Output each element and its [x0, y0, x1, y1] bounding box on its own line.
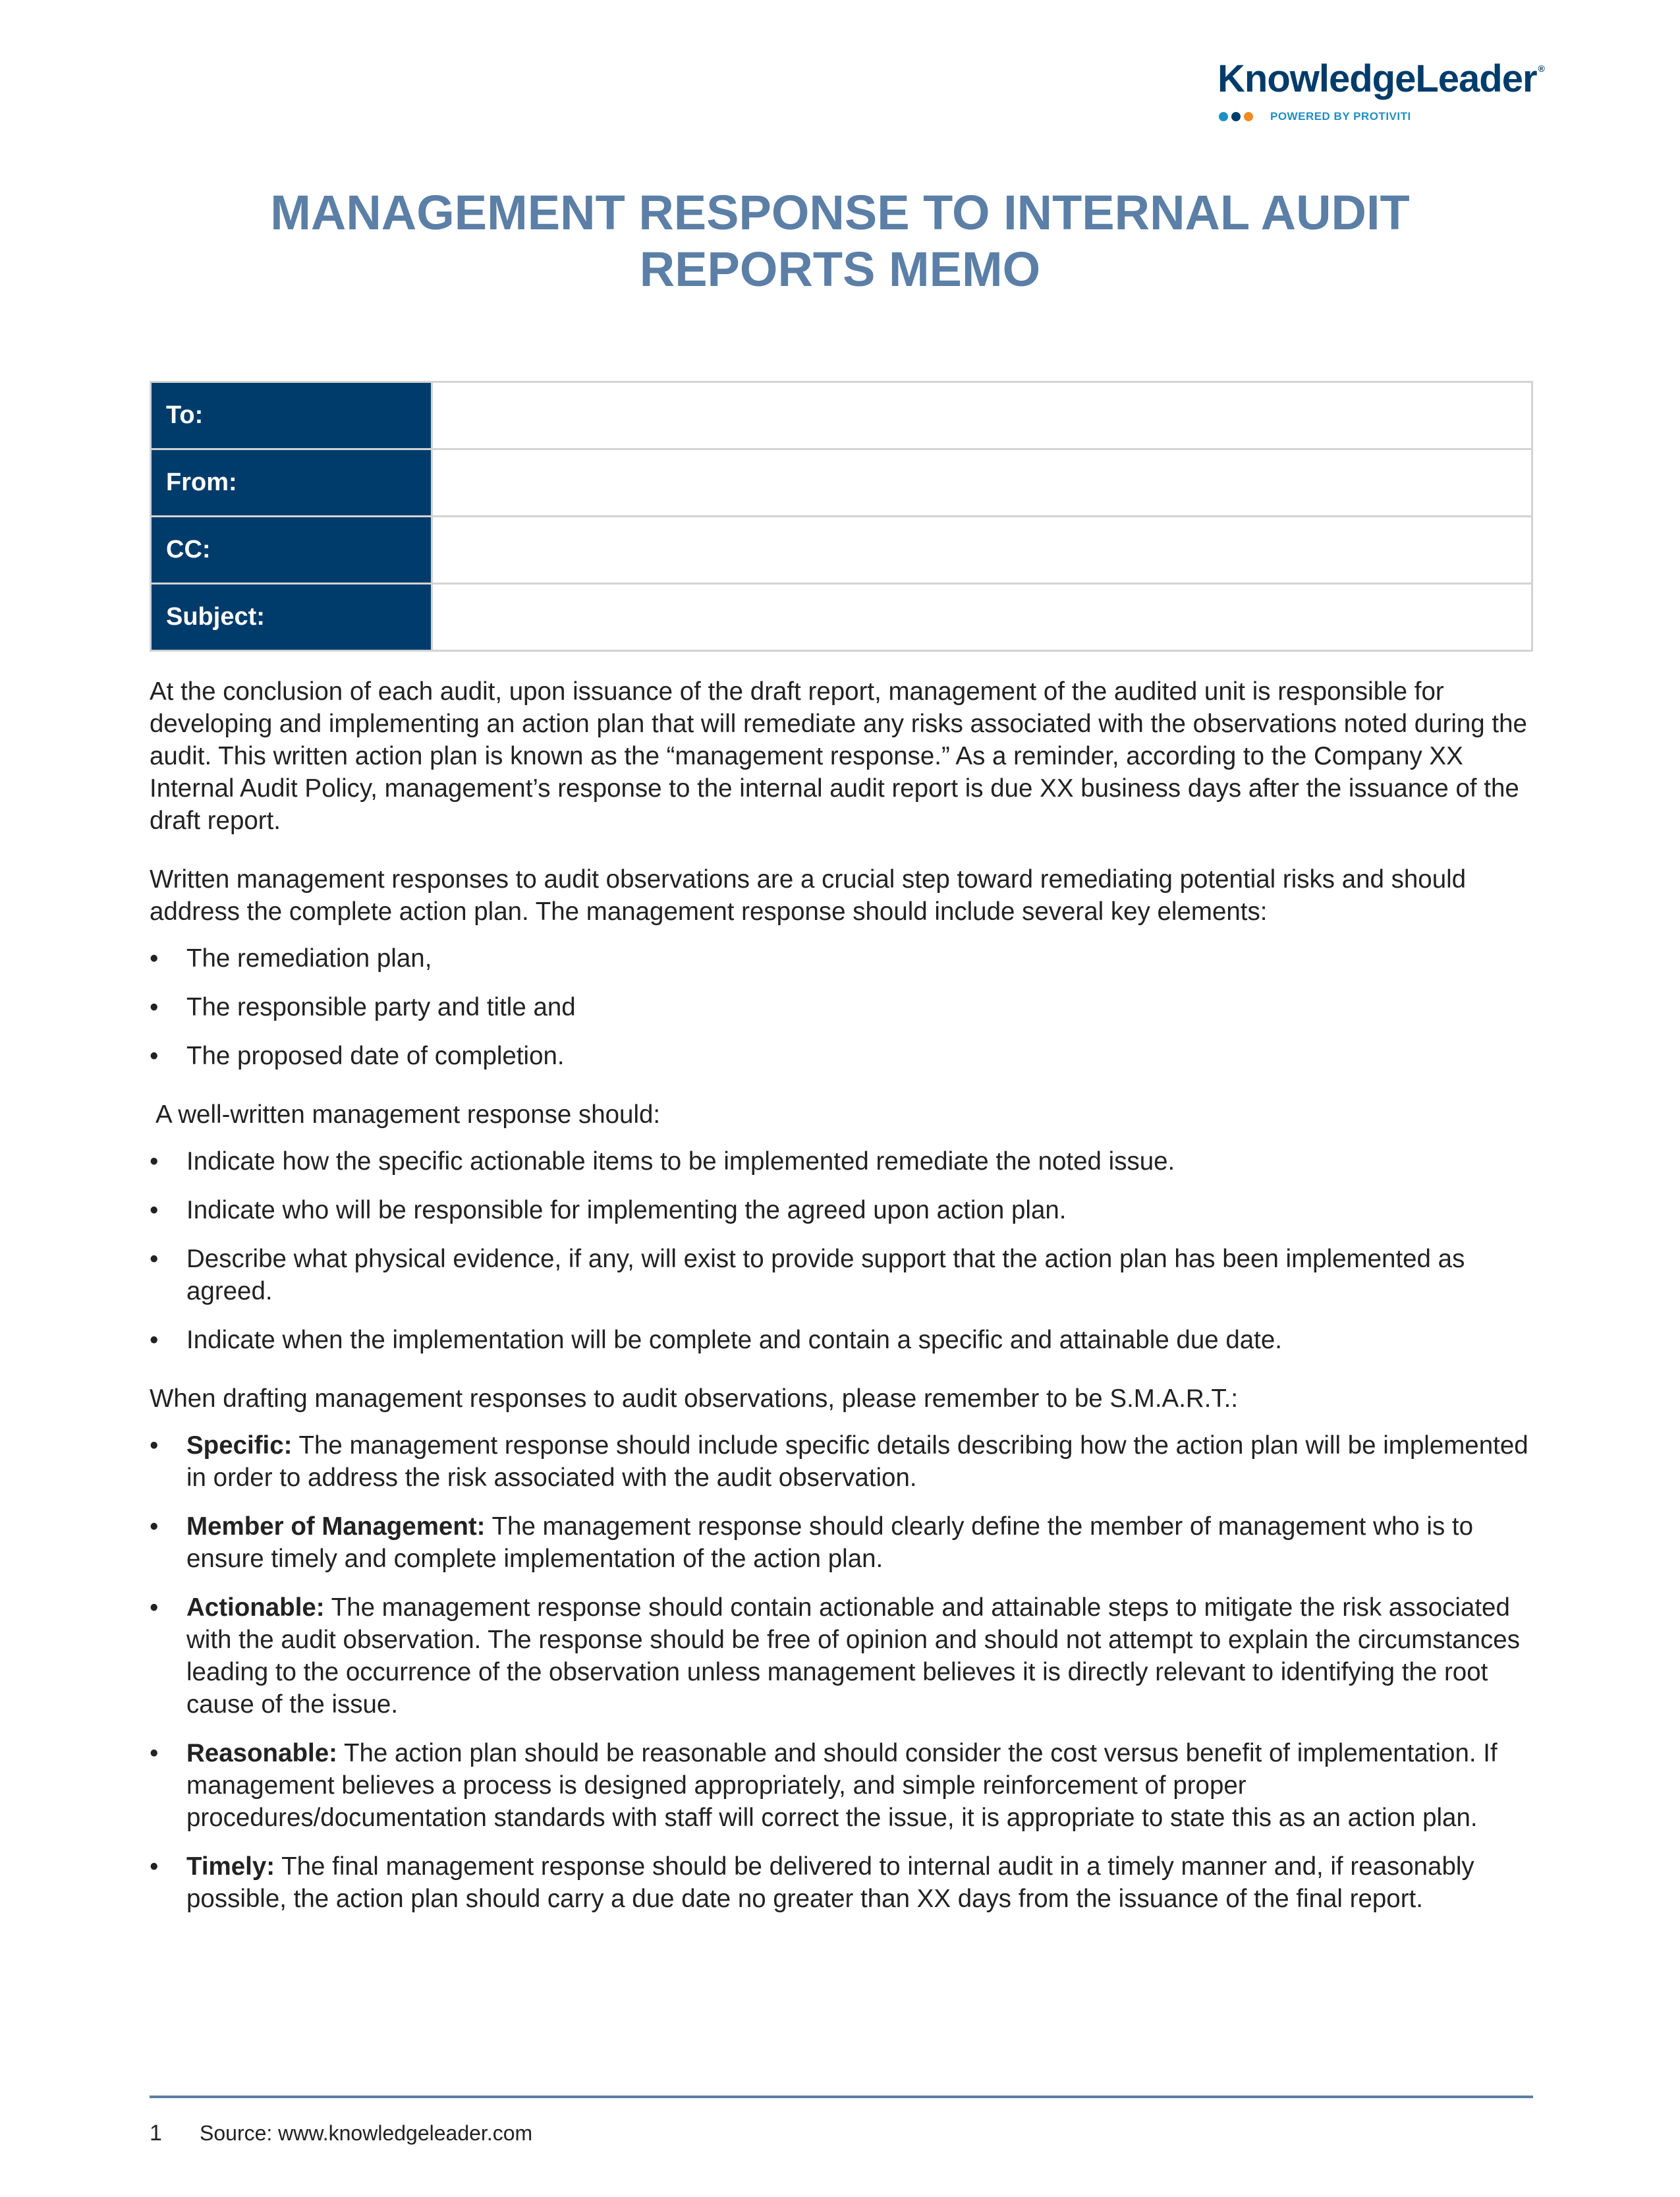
- smart-text: The management response should clearly define the member of management who is to ensure timely and complete implementation of the action plan.: [186, 1512, 1474, 1573]
- smart-list: [150, 1429, 1540, 1915]
- smart-term: Specific:: [186, 1431, 293, 1460]
- memo-value-subject[interactable]: [432, 584, 1532, 651]
- smart-term: Actionable:: [186, 1593, 325, 1622]
- memo-label-cc: CC:: [151, 517, 432, 584]
- logo-dot-orange: [1244, 112, 1253, 121]
- logo-dot-navy: [1231, 112, 1241, 121]
- should-list: [150, 1145, 1540, 1356]
- logo-tagline: POWERED BY PROTIVITI: [1270, 110, 1411, 123]
- memo-label-subject: Subject:: [151, 584, 432, 651]
- smart-item-reasonable: [150, 1737, 1540, 1834]
- smart-text: The final management response should be delivered to internal audit in a timely manner and, if reasonably possible, the action plan should carry a due date no greater than XX days from the issuance of the final report.: [186, 1852, 1474, 1913]
- smart-term: Member of Management:: [186, 1512, 486, 1541]
- intro-paragraph: At the conclusion of each audit, upon issuance of the draft report, management of the audited unit is responsible for developing and implementing an action plan that will remediate any risks associated with the observations noted during the audit. This written action plan is known as the “management response.” As a reminder, according to the Company XX Internal Audit Policy, management’s response to the internal audit report is due XX business days after the issuance of the draft report.: [150, 677, 1527, 835]
- smart-item-specific: [150, 1429, 1540, 1494]
- smart-text: The management response should include specific details describing how the action plan will be implemented in order to address the risk associated with the audit observation.: [186, 1431, 1528, 1492]
- should-intro-paragraph: A well-written management response should:: [155, 1100, 661, 1129]
- elements-intro-paragraph: Written management responses to audit observations are a crucial step toward remediating potential risks and should address the complete action plan. The management response should include several key elements:: [150, 865, 1467, 926]
- memo-header-table: [150, 381, 1533, 652]
- memo-value-from[interactable]: [432, 449, 1532, 517]
- memo-value-to[interactable]: [432, 382, 1532, 449]
- memo-row-from: [151, 449, 1532, 517]
- smart-term: Reasonable:: [186, 1739, 337, 1767]
- smart-text: The management response should contain actionable and attainable steps to mitigate the risk associated with the audit observation. The response should be free of opinion and should not attempt to explain the circumstances leading to the occurrence of the observation unless management believes it is directly relevant to identifying the root cause of the issue.: [186, 1593, 1520, 1719]
- key-elements-list: [150, 942, 1540, 1072]
- list-item: • Indicate when the implementation will be complete and contain a specific and attainable due date.: [150, 1324, 1540, 1356]
- memo-row-to: [151, 382, 1532, 449]
- list-item: • The responsible party and title and: [150, 991, 1540, 1023]
- smart-item-member: [150, 1510, 1540, 1575]
- memo-label-to: To:: [151, 382, 432, 449]
- footer-source: Source: www.knowledgeleader.com: [200, 2121, 533, 2145]
- memo-label-from: From:: [151, 449, 432, 517]
- document-title: [0, 185, 1680, 298]
- memo-value-cc[interactable]: [432, 517, 1532, 584]
- list-item: • Indicate who will be responsible for implementing the agreed upon action plan.: [150, 1194, 1540, 1226]
- title-line-2: REPORTS MEMO: [639, 242, 1041, 297]
- memo-row-subject: [151, 584, 1532, 651]
- memo-body: [150, 675, 1540, 1941]
- logo-dots: [1219, 112, 1256, 125]
- list-item: • The proposed date of completion.: [150, 1040, 1540, 1072]
- smart-item-timely: [150, 1850, 1540, 1915]
- list-item: • Describe what physical evidence, if any, will exist to provide support that the action plan has been implemented as agreed.: [150, 1243, 1540, 1307]
- smart-term: Timely:: [186, 1852, 275, 1881]
- smart-item-actionable: [150, 1591, 1540, 1721]
- logo-dot-blue: [1219, 112, 1228, 121]
- page-number: 1: [150, 2121, 162, 2146]
- smart-text: The action plan should be reasonable and should consider the cost versus benefit of implementation. If management believes a process is designed appropriately, and simple reinforcement of proper procedures/documentation standards with staff will correct the issue, it is appropriate to state this as an action plan.: [186, 1739, 1498, 1832]
- list-item: • The remediation plan,: [150, 942, 1540, 975]
- smart-intro-paragraph: When drafting management responses to audit observations, please remember to be S.M.A.R.T.:: [150, 1384, 1239, 1413]
- logo-wordmark: KnowledgeLeader: [1218, 57, 1537, 100]
- list-item: • Indicate how the specific actionable items to be implemented remediate the noted issue.: [150, 1145, 1540, 1178]
- footer-divider: [150, 2096, 1533, 2098]
- knowledgeleader-logo: [1218, 57, 1544, 129]
- logo-registered-mark: ®: [1538, 63, 1544, 74]
- page-footer: [150, 2121, 532, 2146]
- memo-row-cc: [151, 517, 1532, 584]
- title-line-1: MANAGEMENT RESPONSE TO INTERNAL AUDIT: [270, 185, 1410, 240]
